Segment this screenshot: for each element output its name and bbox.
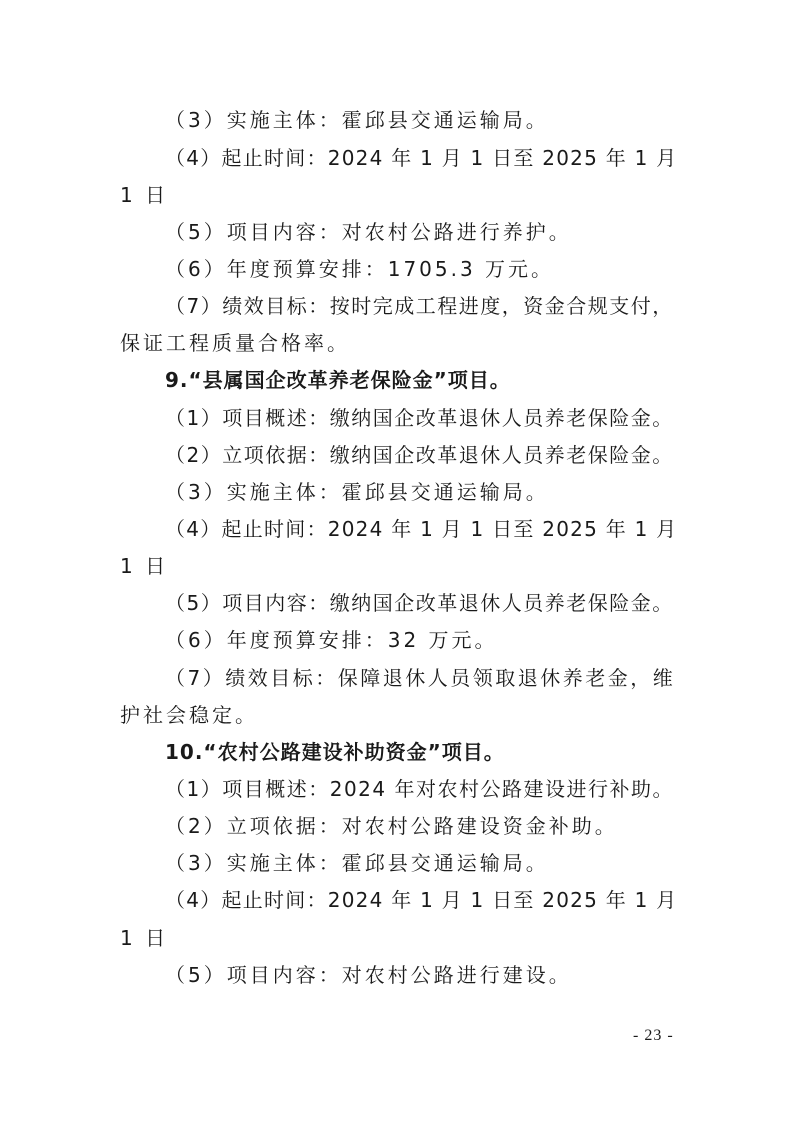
text-line: （5）项目内容：缴纳国企改革退休人员养老保险金。: [165, 591, 674, 615]
text-line: 护社会稳定。: [120, 703, 258, 727]
text-line: （4）起止时间：2024 年 1 月 1 日至 2025 年 1 月: [165, 517, 678, 541]
text-line: 1 日: [120, 554, 169, 578]
text-line: 1 日: [120, 183, 169, 207]
text-line: 1 日: [120, 926, 169, 950]
text-line: （3）实施主体：霍邱县交通运输局。: [165, 851, 549, 875]
text-line: （7）绩效目标：保障退休人员领取退休养老金，维: [165, 666, 676, 690]
text-line: （3）实施主体：霍邱县交通运输局。: [165, 108, 549, 132]
section-heading: 10.“农村公路建设补助资金”项目。: [165, 740, 505, 764]
text-line: （2）立项依据：对农村公路建设资金补助。: [165, 814, 618, 838]
text-line: （4）起止时间：2024 年 1 月 1 日至 2025 年 1 月: [165, 146, 678, 170]
text-line: （7）绩效目标：按时完成工程进度，资金合规支付，: [165, 294, 674, 318]
text-line: （1）项目概述：2024 年对农村公路建设进行补助。: [165, 777, 674, 801]
page-number: - 23 -: [633, 1027, 674, 1044]
text-line: 保证工程质量合格率。: [120, 331, 350, 355]
section-heading: 9.“县属国企改革养老保险金”项目。: [165, 368, 511, 392]
text-line: （5）项目内容：对农村公路进行养护。: [165, 220, 572, 244]
text-line: （1）项目概述：缴纳国企改革退休人员养老保险金。: [165, 406, 674, 430]
text-line: （6）年度预算安排：32 万元。: [165, 628, 498, 652]
text-line: （4）起止时间：2024 年 1 月 1 日至 2025 年 1 月: [165, 888, 678, 912]
text-line: （2）立项依据：缴纳国企改革退休人员养老保险金。: [165, 443, 674, 467]
text-line: （6）年度预算安排：1705.3 万元。: [165, 257, 555, 281]
text-line: （5）项目内容：对农村公路进行建设。: [165, 963, 572, 987]
text-line: （3）实施主体：霍邱县交通运输局。: [165, 480, 549, 504]
